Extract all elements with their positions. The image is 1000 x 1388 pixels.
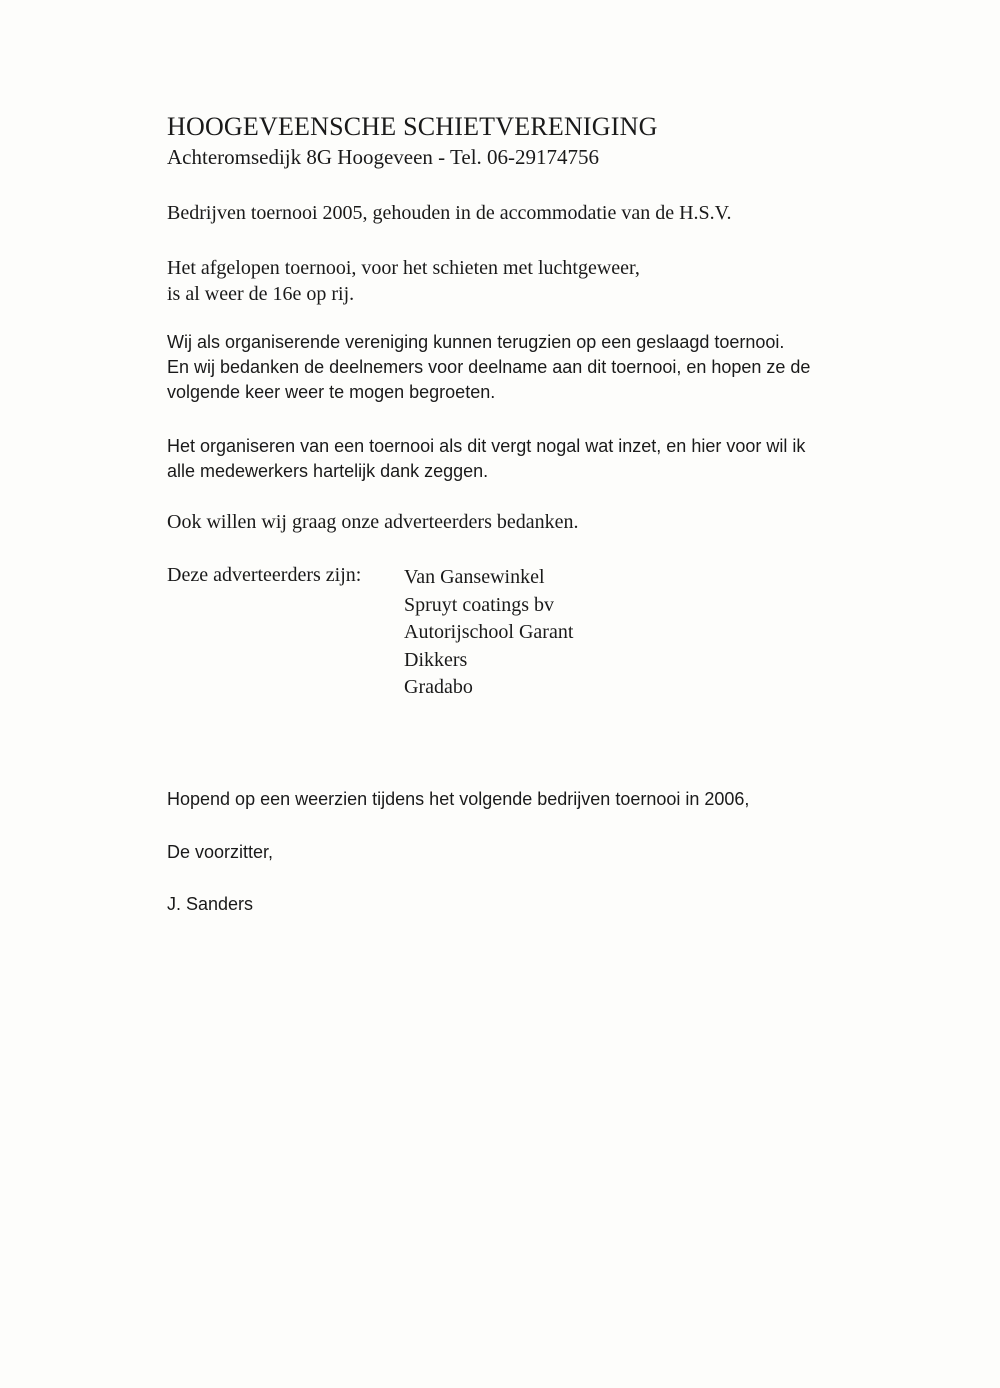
- paragraph-line: alle medewerkers hartelijk dank zeggen.: [167, 461, 489, 481]
- paragraph-thanks-staff: [167, 434, 805, 484]
- advertisers-list: [404, 564, 573, 702]
- paragraph-line: En wij bedanken de deelnemers voor deelname aan dit toernooi, en hopen ze de: [167, 357, 811, 377]
- advertiser-item: Van Gansewinkel: [404, 566, 545, 588]
- paragraph-line: Wij als organiserende vereniging kunnen terugzien op een geslaagd toernooi.: [167, 332, 785, 352]
- advertiser-item: Autorijschool Garant: [404, 621, 574, 643]
- paragraph-thanks-participants: [167, 330, 810, 405]
- advertiser-item: Gradabo: [404, 676, 473, 698]
- paragraph-line: Het organiseren van een toernooi als dit vergt nogal wat inzet, en hier voor wil ik: [167, 436, 806, 456]
- paragraph-line: volgende keer weer te mogen begroeten.: [167, 382, 496, 402]
- paragraph-tournament: [167, 255, 640, 307]
- closing-line: Hopend op een weerzien tijdens het volgende bedrijven toernooi in 2006,: [167, 789, 750, 809]
- advertisers-label: Deze adverteerders zijn:: [167, 564, 362, 586]
- letterhead-address: Achteromsedijk 8G Hoogeveen - Tel. 06-29174756: [167, 145, 600, 169]
- signature-title: De voorzitter,: [167, 842, 274, 862]
- advertiser-item: Spruyt coatings bv: [404, 593, 554, 616]
- signature-name: J. Sanders: [167, 894, 254, 914]
- paragraph-line: Het afgelopen toernooi, voor het schieten met luchtgeweer,: [167, 257, 640, 279]
- paragraph-line: is al weer de 16e op rij.: [167, 283, 355, 305]
- paragraph-thanks-advertisers: Ook willen wij graag onze adverteerders bedanken.: [167, 511, 579, 533]
- letterhead-name: HOOGEVEENSCHE SCHIETVERENIGING: [167, 112, 658, 141]
- intro-line: Bedrijven toernooi 2005, gehouden in de accommodatie van de H.S.V.: [167, 202, 732, 224]
- advertiser-item: Dikkers: [404, 648, 468, 671]
